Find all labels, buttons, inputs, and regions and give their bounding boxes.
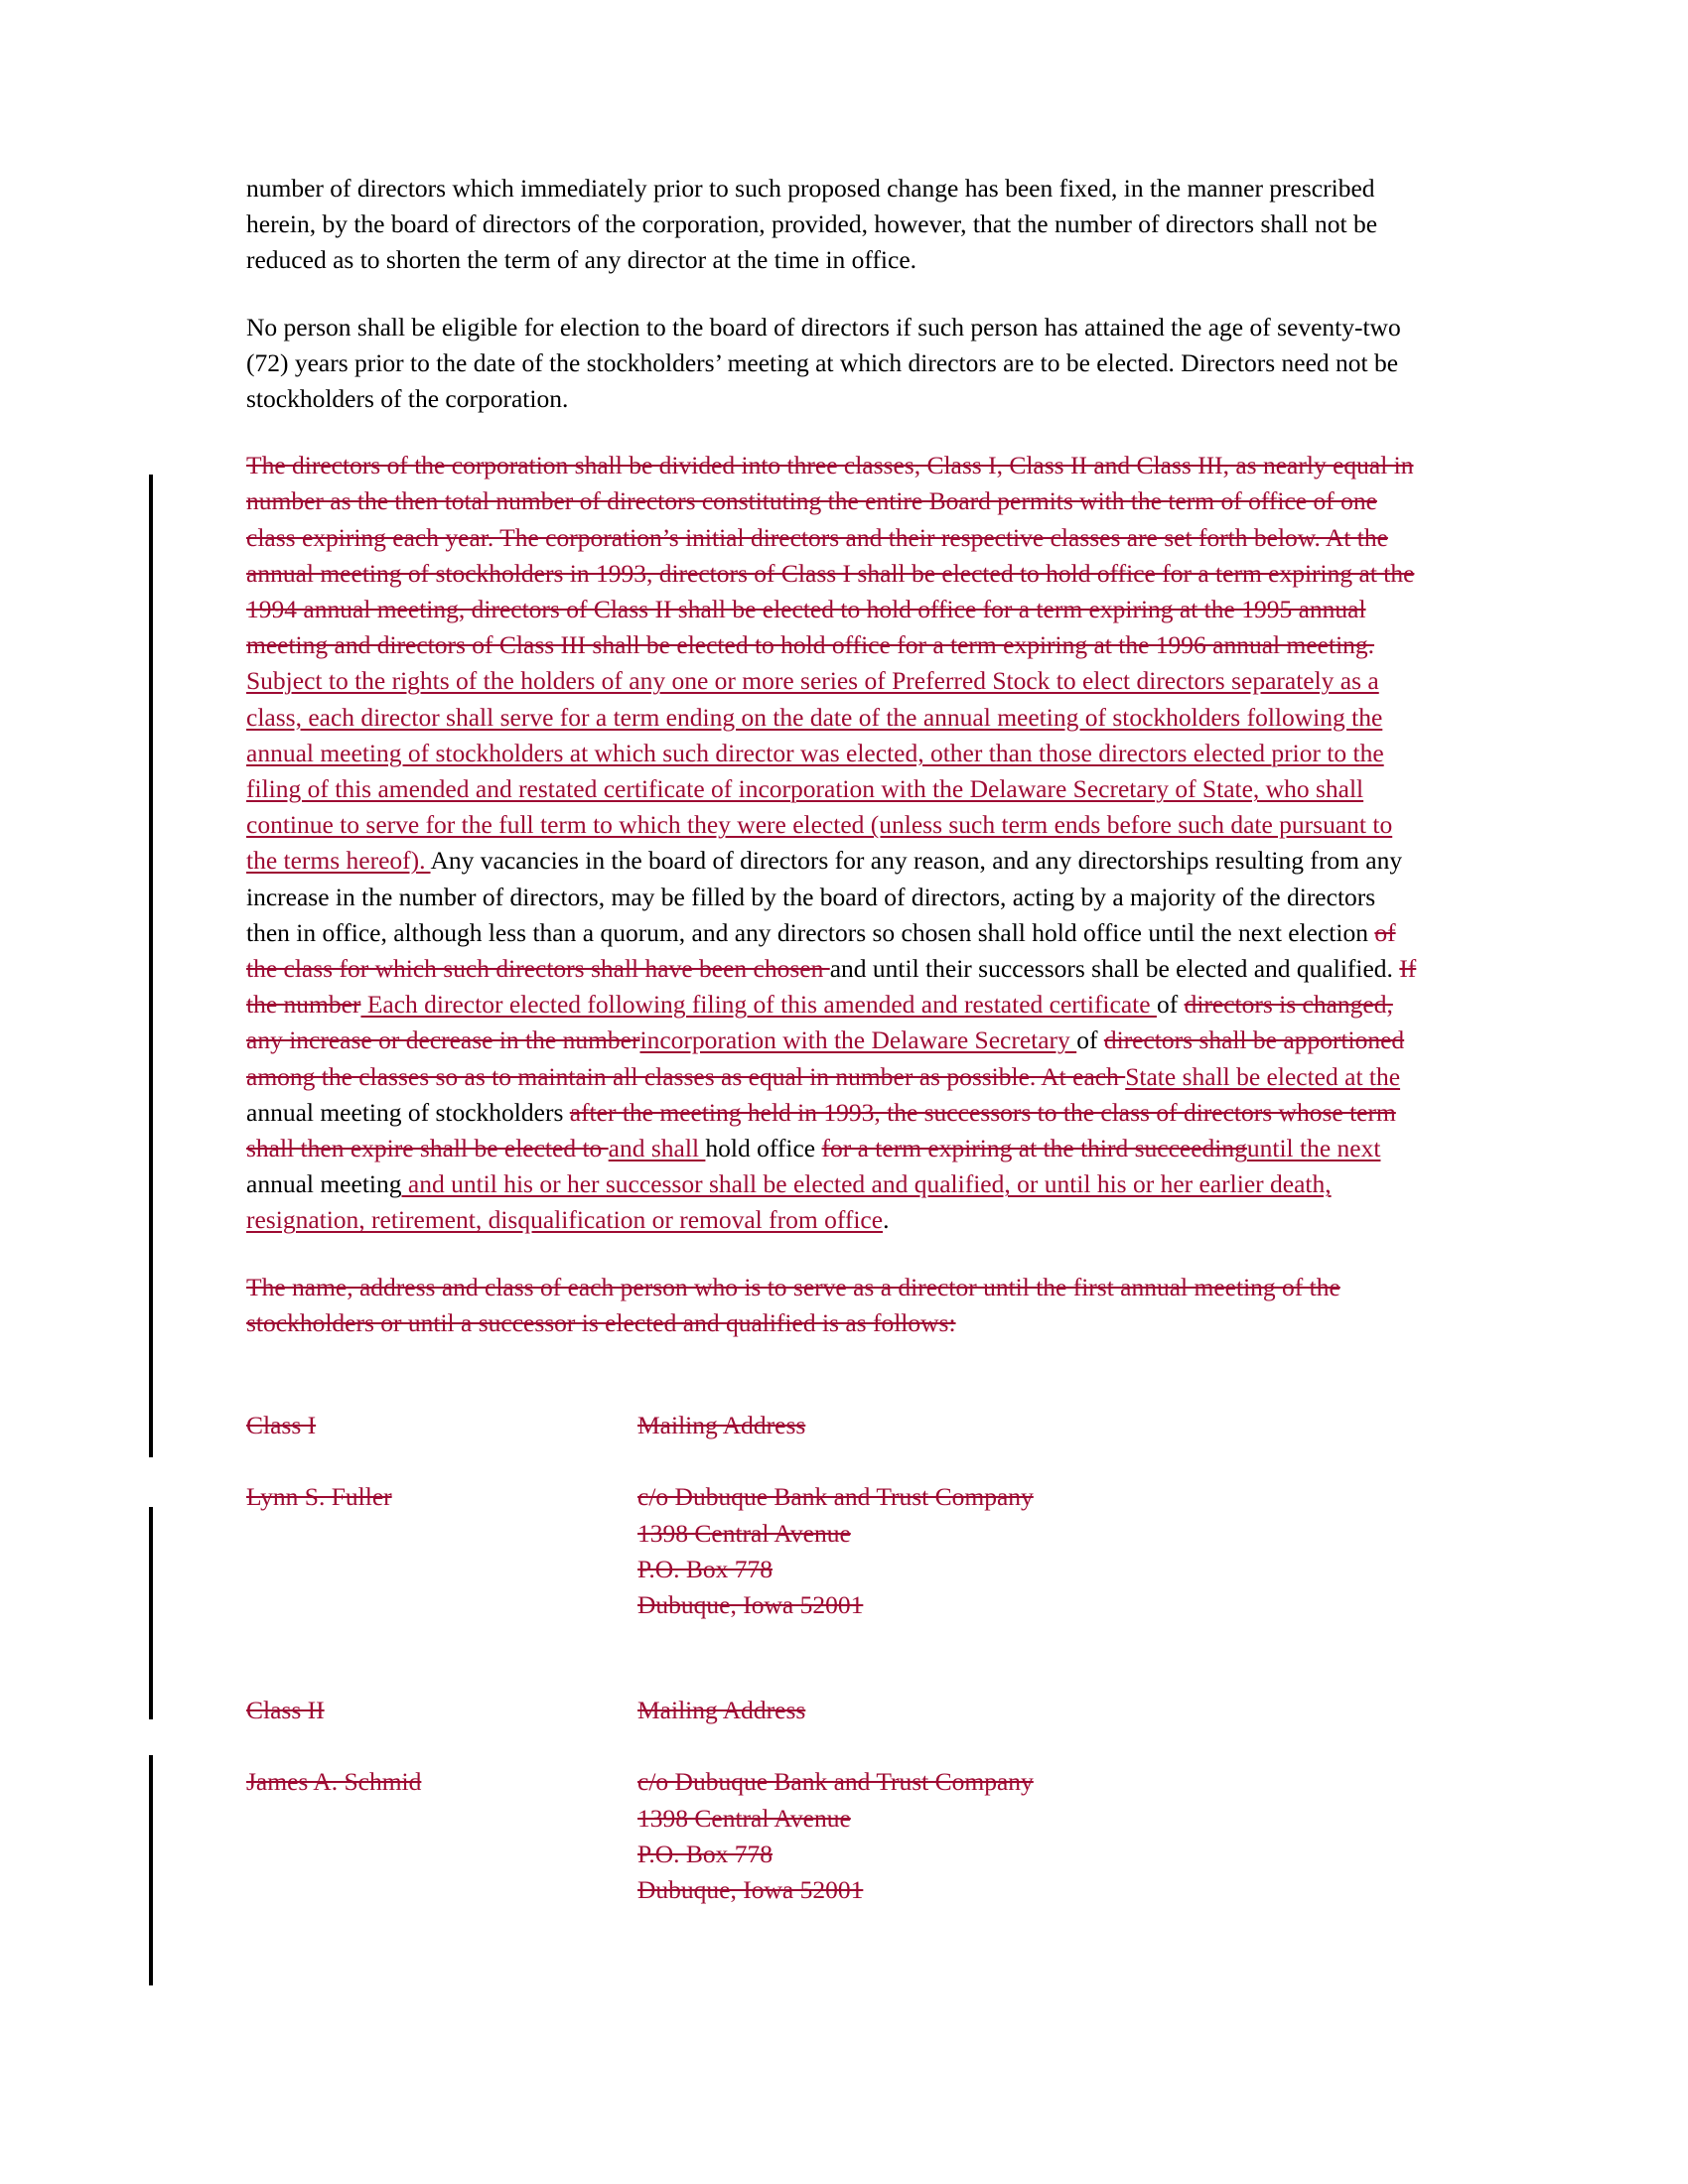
table-gap-1 (246, 1443, 1425, 1479)
body-text-hold-office: hold office (705, 1134, 822, 1163)
table-row (246, 1587, 1425, 1623)
director-table-class-1 (246, 1408, 1425, 1623)
table-row (246, 1764, 1425, 1800)
director-name-blank-1 (246, 1516, 637, 1552)
deleted-text-if-the-number: If the number (246, 954, 1417, 1020)
table-header-row-class-1 (246, 1408, 1425, 1443)
table-row (246, 1479, 1425, 1515)
change-bar-table-1 (149, 1507, 153, 1719)
body-text-successors: and until their successors shall be elected and qualified. (829, 954, 1400, 984)
inserted-text-state-elected: State shall be elected at the (1125, 1061, 1401, 1091)
table-gap-2 (246, 1728, 1425, 1764)
table-row (246, 1516, 1425, 1552)
table-row (246, 1801, 1425, 1837)
deleted-text-third-succeeding: for a term expiring at the third succeeding (821, 1134, 1247, 1163)
paragraph-name-address-class-deleted (246, 1270, 1425, 1341)
change-bar-middle (149, 1011, 153, 1457)
table-heading-mailing-address-2: Mailing Address (637, 1696, 806, 1725)
director-2-name-blank-1 (246, 1801, 637, 1837)
table-header-row-class-2 (246, 1693, 1425, 1728)
inserted-text-successor-qualified: and until his or her successor shall be elected and qualified, or until his or her earlier death, resignation, retirement, disqualification or removal from office (246, 1169, 1332, 1235)
inserted-text-incorporation-delaware: incorporation with the Delaware Secretary (639, 1025, 1077, 1055)
table-heading-class-2: Class II (246, 1696, 325, 1725)
table-row (246, 1872, 1425, 1908)
paragraph-number-of-directors: number of directors which immediately prior to such proposed change has been fixed, in the manner prescribed herein, by the board of directors of the corporation, provided, however, that the number of directors shall not be reduced as to shorten the term of any director at the time in office. (246, 174, 1378, 275)
deleted-text-increase-decrease: directors is changed, any increase or decrease in the number (246, 990, 1393, 1055)
director-2-address-line-2: 1398 Central Avenue (637, 1803, 851, 1833)
deleted-text-name-address-class: The name, address and class of each person who is to serve as a director until the first annual meeting of the stockholders or until a successor is elected and qualified is as follows: (246, 1272, 1340, 1337)
deleted-text-class-chosen: of the class for which such directors shall have been chosen (246, 917, 1396, 984)
table-top-spacer (246, 1372, 1425, 1408)
table-heading-class-1: Class I (246, 1411, 317, 1440)
table-heading-mailing-address-1: Mailing Address (637, 1411, 806, 1440)
inserted-text-until-next: until the next (1246, 1134, 1381, 1163)
paragraph-age-eligibility: No person shall be eligible for election to the board of directors if such person has attained the age of seventy-two (72) years prior to the date of the stockholders’ meeting at which directors are to be elected. Directors need not be stockholders of the corporation. (246, 312, 1401, 414)
director-address-line-1: c/o Dubuque Bank and Trust Company (637, 1482, 1034, 1512)
director-2-address-line-4: Dubuque, Iowa 52001 (637, 1874, 864, 1904)
body-text-vacancies: Any vacancies in the board of directors for any reason, and any directorships resulting from any increase in the number of directors, may be filled by the board of directors, acting by a majority of the directors then in office, although less than a quorum, and any directors so chosen shall hold office until the next election (246, 846, 1403, 947)
director-address-line-4: Dubuque, Iowa 52001 (637, 1589, 864, 1619)
director-name-2: James A. Schmid (246, 1767, 422, 1797)
change-bar-table-2 (149, 1755, 153, 1985)
director-table-class-2 (246, 1693, 1425, 1908)
director-name-blank-3 (246, 1587, 637, 1623)
director-name-blank-2 (246, 1552, 637, 1587)
deleted-text-successors-1993: after the meeting held in 1993, the successors to the class of directors whose term shall then expire shall be elected to (246, 1097, 1396, 1163)
inserted-text-preferred-stock: Subject to the rights of the holders of any one or more series of Preferred Stock to elect directors separately as a class, each director shall serve for a term ending on the date of the annual meeting of stockholders following the annual meeting of stockholders at which such director was elected, other than those directors elected prior to the filing of this amended and restated certificate of incorporation with the Delaware Secretary of State, who shall continue to serve for the full term to which they were elected (unless such term ends before such date pursuant to the terms hereof). (246, 666, 1393, 876)
body-text-period: . (883, 1205, 890, 1235)
body-text-annual-meeting: annual meeting of stockholders (246, 1097, 570, 1127)
table-row (246, 1837, 1425, 1872)
deleted-text-apportioned: directors shall be apportioned among the classes so as to maintain all classes as equal in number as possible. At each (246, 1025, 1405, 1091)
director-2-address-line-3: P.O. Box 778 (637, 1839, 774, 1868)
director-2-name-blank-3 (246, 1872, 637, 1908)
table-between-spacer (246, 1623, 1425, 1693)
body-text-annual-meeting-2: annual meeting (246, 1169, 402, 1199)
director-name-1: Lynn S. Fuller (246, 1482, 392, 1512)
body-text-of-1: of (1156, 990, 1185, 1020)
director-2-address-line-1: c/o Dubuque Bank and Trust Company (637, 1767, 1034, 1797)
director-2-name-blank-2 (246, 1837, 637, 1872)
table-row (246, 1552, 1425, 1587)
body-text-of-2: of (1076, 1025, 1104, 1055)
paragraph-classified-board-redline (246, 448, 1425, 1238)
document-body (246, 171, 1425, 1908)
director-address-line-3: P.O. Box 778 (637, 1554, 774, 1583)
director-address-line-2: 1398 Central Avenue (637, 1518, 851, 1548)
inserted-text-and-shall: and shall (608, 1134, 706, 1163)
deleted-text-classes: The directors of the corporation shall be divided into three classes, Class I, Class II and Class III, as nearly equal in number as the then total number of directors constituting the entire Board permits with the term of office of one class expiring each year. The corporation’s initial directors and their respective classes are set forth below. At the annual meeting of stockholders in 1993, directors of Class I shall be elected to hold office for a term expiring at the 1994 annual meeting, directors of Class II shall be elected to hold office for a term expiring at the 1995 annual meeting and directors of Class III shall be elected to hold office for a term expiring at the 1996 annual meeting. (246, 451, 1415, 660)
inserted-text-each-director: Each director elected following filing of this amended and restated certificate (360, 990, 1157, 1020)
